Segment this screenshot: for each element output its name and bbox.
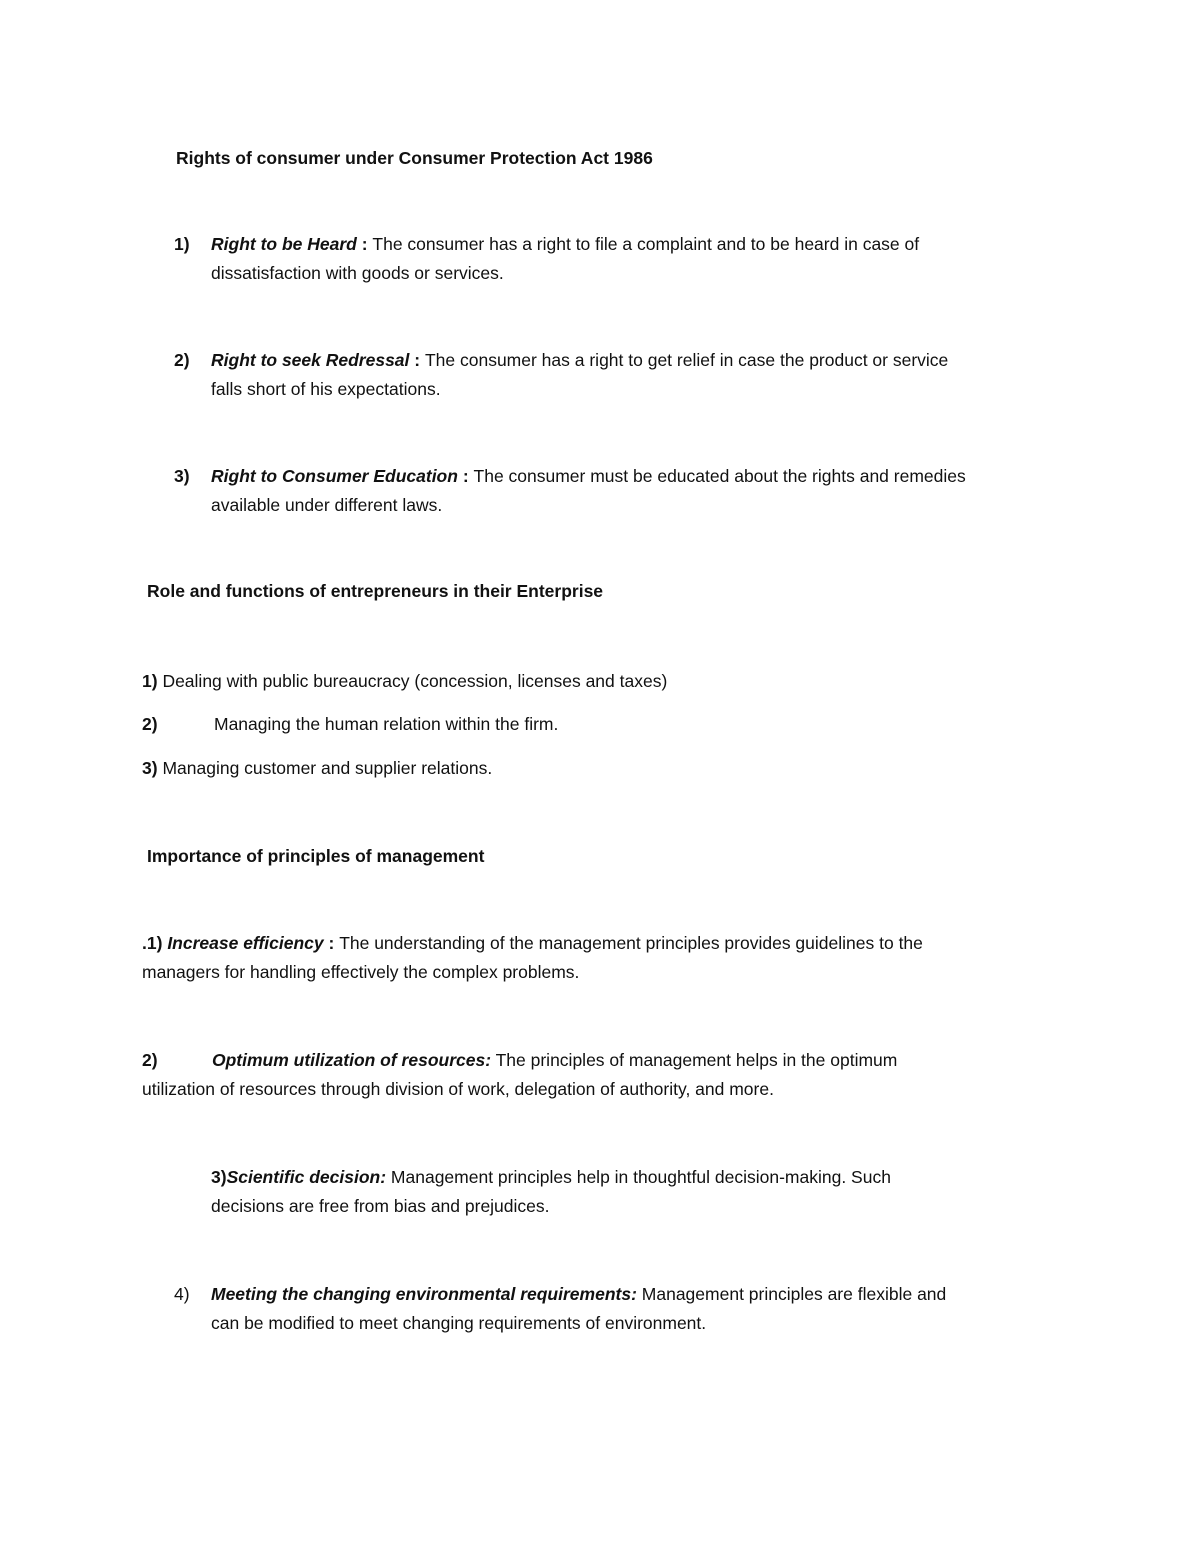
item-text-line2: can be modified to meet changing requirements of environment. [211,1313,707,1333]
section-heading-entrepreneur-roles: Role and functions of entrepreneurs in their Enterprise [147,581,604,601]
item-text: Dealing with public bureaucracy (concession, licenses and taxes) [162,671,668,691]
list-marker: 2) [142,714,158,734]
list-item-body [211,462,966,520]
item-text-line2: decisions are free from bias and prejudices. [211,1196,550,1216]
list-item-scientific-decision [211,1163,891,1221]
list-item-optimum-utilization [142,1046,1042,1106]
list-marker: 4) [174,1284,190,1304]
list-item-body [211,346,948,404]
list-item-increase-efficiency [142,929,923,987]
list-item-human-relation [142,710,842,740]
item-text-line1: Management principles help in thoughtful decision-making. Such [390,1167,891,1187]
item-separator: : [323,933,340,953]
item-term: Right to Consumer Education [211,466,458,486]
item-term: Optimum utilization of resources: [212,1050,492,1070]
item-text-line1: Management principles are flexible and [641,1284,947,1304]
list-marker: 3) [174,466,190,486]
list-marker: .1) [142,933,163,953]
item-separator: : [356,234,373,254]
section-heading-management-principles: Importance of principles of management [147,846,485,866]
item-separator: : [457,466,474,486]
section-heading-consumer-rights: Rights of consumer under Consumer Protection Act 1986 [176,148,653,168]
list-marker: 1) [142,671,158,691]
list-item-customer-supplier [142,754,492,783]
item-text: Managing customer and supplier relations. [162,758,493,778]
item-text: Managing the human relation within the firm. [214,714,559,734]
list-item-public-bureaucracy [142,667,667,696]
item-text-line2: utilization of resources through division of work, delegation of authority, and more. [142,1079,774,1099]
item-text-line2: dissatisfaction with goods or services. [211,263,504,283]
item-text-line2: available under different laws. [211,495,443,515]
item-text-line1: The principles of management helps in the optimum [495,1050,898,1070]
list-marker: 3) [211,1167,227,1187]
item-separator: : [409,350,425,370]
list-item-body [211,1280,946,1338]
item-term: Meeting the changing environmental requirements: [211,1284,637,1304]
item-text-line1: The understanding of the management principles provides guidelines to the [339,933,923,953]
list-marker: 3) [142,758,158,778]
item-term: Scientific decision: [226,1167,387,1187]
item-term: Right to seek Redressal [211,350,410,370]
item-text-line1: The consumer has a right to file a complaint and to be heard in case of [372,234,920,254]
list-marker: 1) [174,234,190,254]
list-marker: 2) [142,1050,158,1070]
list-item-body [212,1046,897,1075]
item-text-line2: falls short of his expectations. [211,379,441,399]
item-text-line1: The consumer must be educated about the rights and remedies [473,466,966,486]
list-item-body [211,230,919,288]
list-marker: 2) [174,350,190,370]
item-text-line2: managers for handling effectively the complex problems. [142,962,580,982]
item-term: Right to be Heard [211,234,357,254]
item-term: Increase efficiency [167,933,324,953]
item-text-line1: The consumer has a right to get relief in case the product or service [424,350,949,370]
